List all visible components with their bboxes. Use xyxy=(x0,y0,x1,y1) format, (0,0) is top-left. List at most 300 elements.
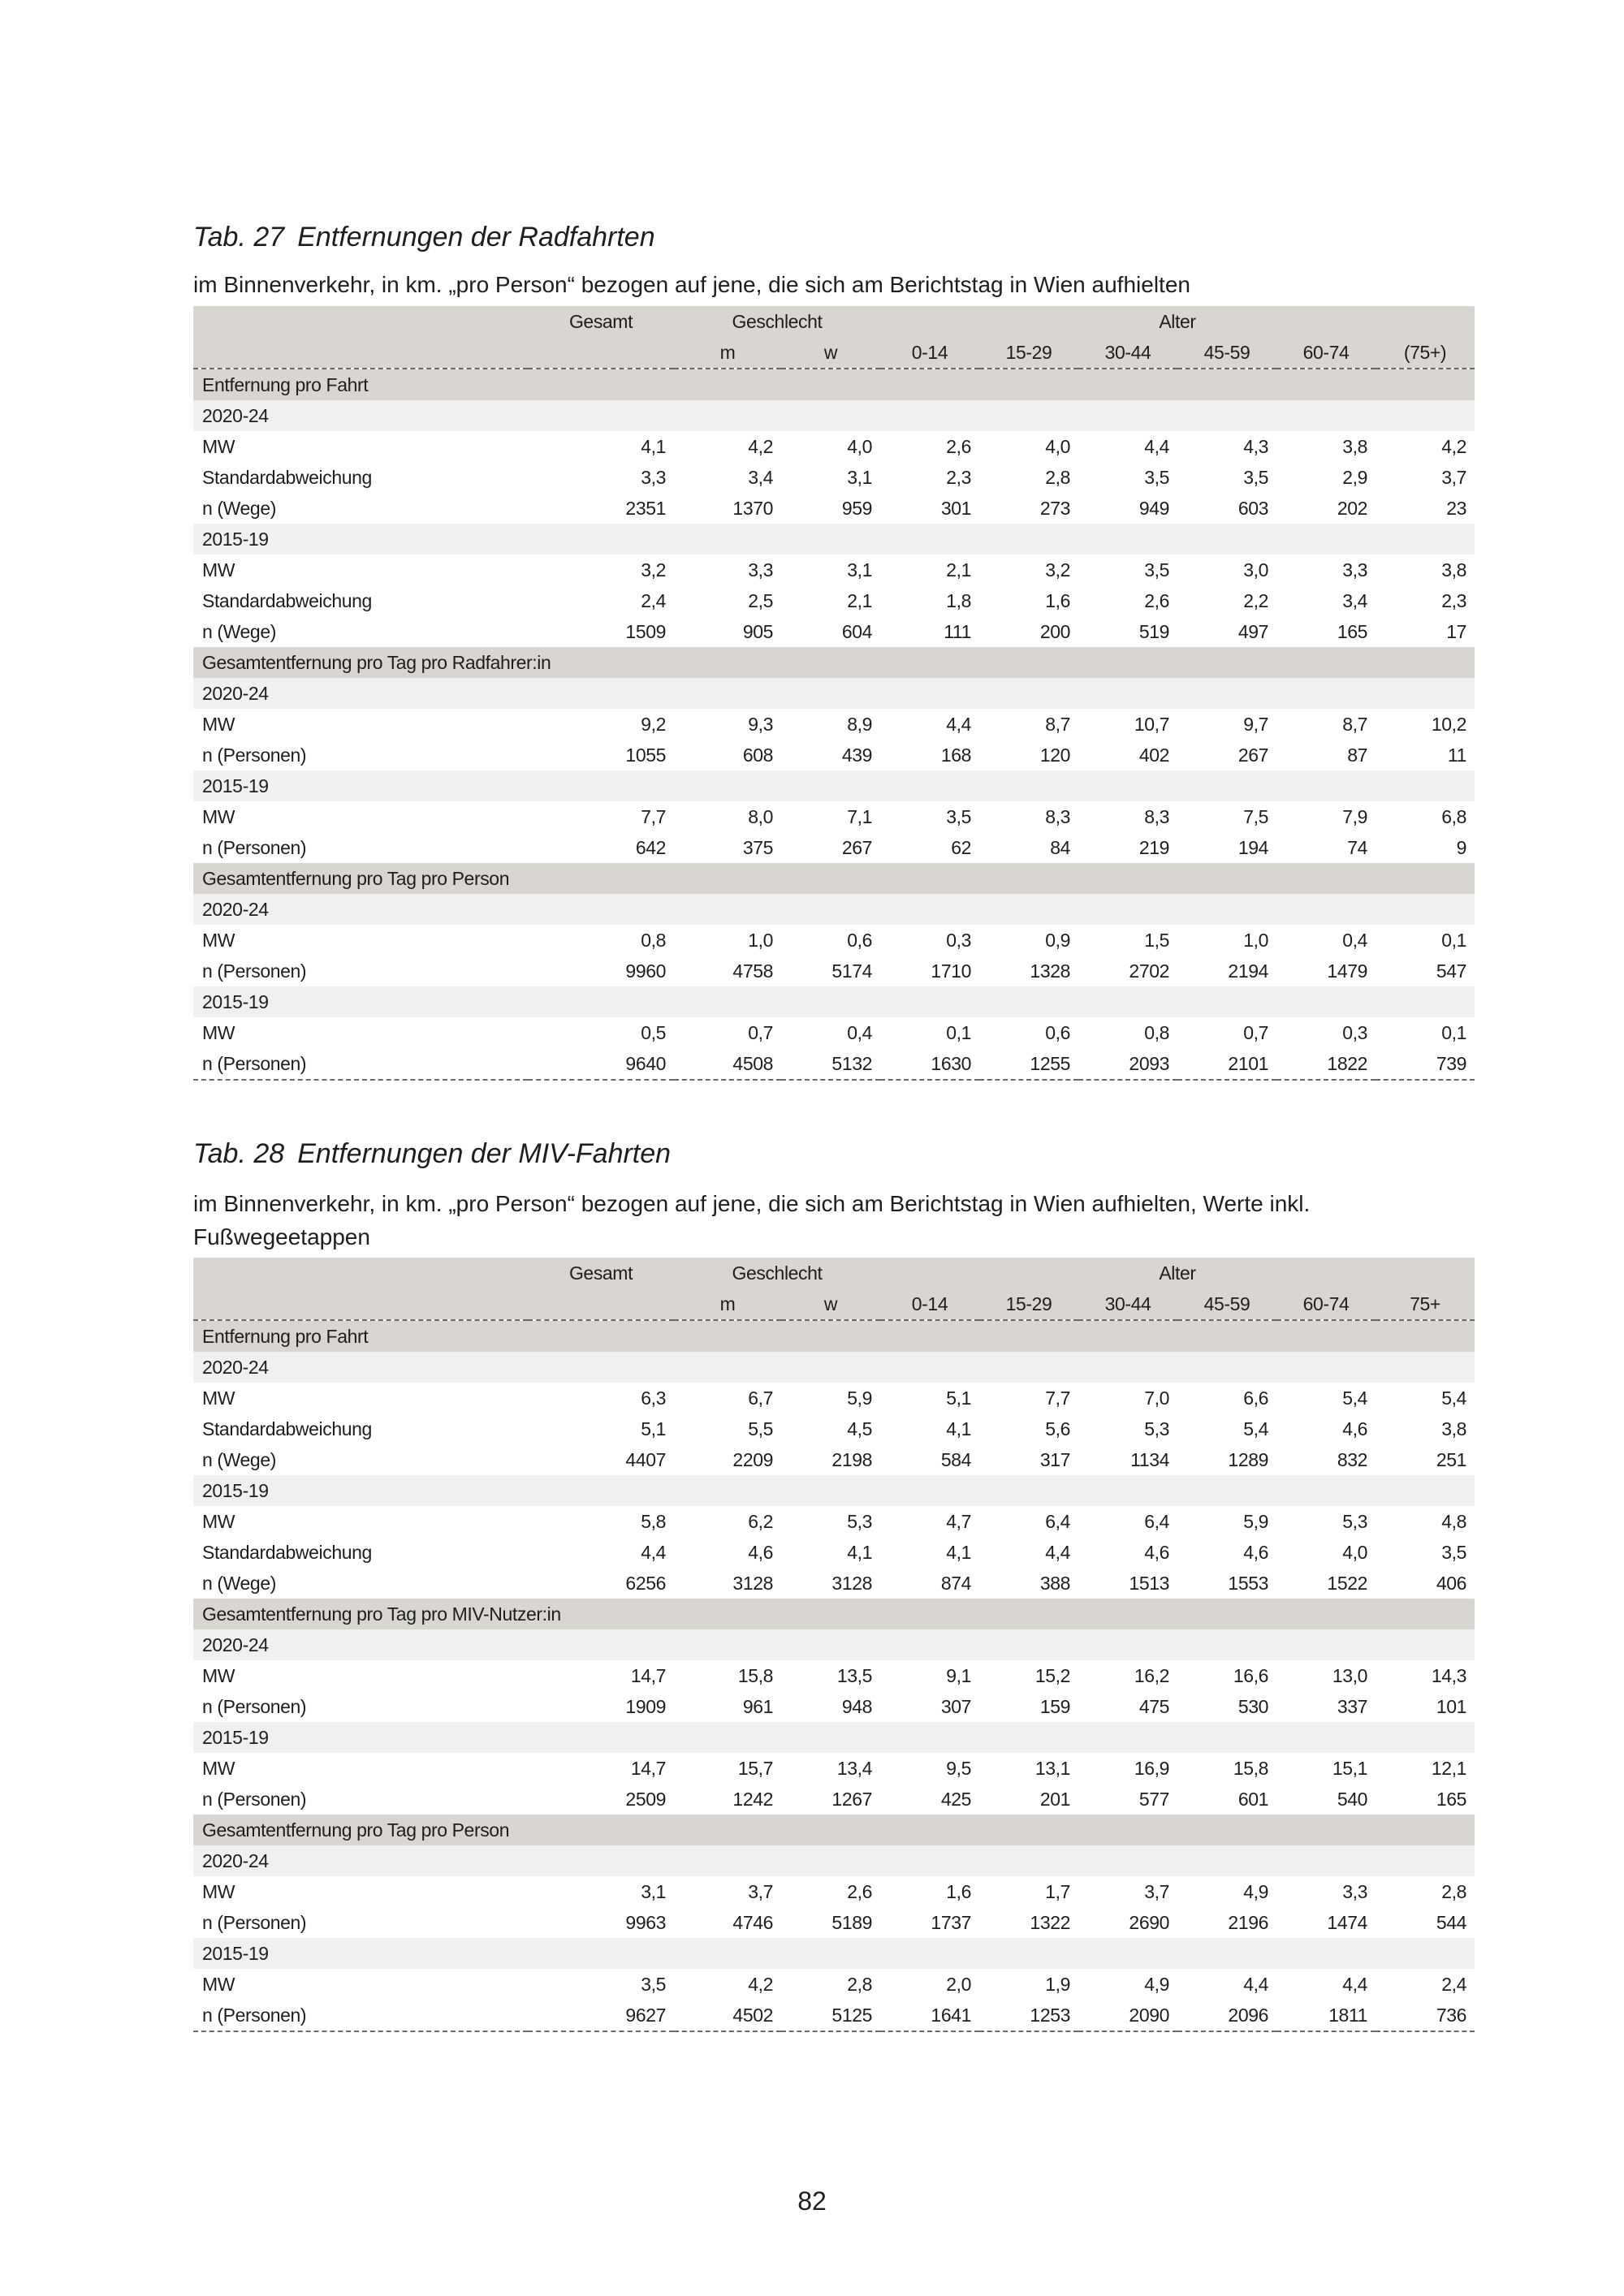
period-label: 2020-24 xyxy=(193,400,1475,431)
value-cell: 7,5 xyxy=(1243,806,1268,827)
value-cell: 2093 xyxy=(1078,1048,1177,1080)
table-caption: Entfernungen der MIV-Fahrten xyxy=(297,1138,672,1169)
value-cell: 4,6 xyxy=(1243,1542,1268,1563)
value-cell: 9 xyxy=(1456,837,1466,858)
value-cell: 9963 xyxy=(625,1912,666,1933)
value-cell: 3,7 xyxy=(1144,1881,1169,1902)
value-cell: 0,1 xyxy=(1441,930,1466,951)
row-label: MW xyxy=(202,1665,235,1686)
value-cell: 4,4 xyxy=(1144,436,1169,457)
column-header: w xyxy=(781,1288,880,1320)
value-cell: 949 xyxy=(1138,498,1169,519)
value-cell: 3,5 xyxy=(946,806,971,827)
table-caption: Entfernungen der Radfahrten xyxy=(297,222,655,252)
value-cell: 17 xyxy=(1446,621,1466,642)
value-cell: 2101 xyxy=(1177,1048,1276,1080)
value-cell: 14,7 xyxy=(630,1758,666,1779)
section-row xyxy=(193,1599,1475,1629)
value-cell: 1822 xyxy=(1276,1048,1376,1080)
value-cell: 1,6 xyxy=(946,1881,971,1902)
value-cell: 0,4 xyxy=(1342,930,1367,951)
value-cell: 165 xyxy=(1436,1789,1466,1810)
value-cell: 120 xyxy=(1039,744,1070,766)
value-cell: 4,2 xyxy=(748,436,773,457)
section-label: Gesamtentfernung pro Tag pro Radfahrer:in xyxy=(193,647,1475,678)
value-cell: 475 xyxy=(1138,1696,1169,1717)
row-label: n (Personen) xyxy=(202,960,307,982)
value-cell: 2,8 xyxy=(847,1974,872,1995)
table-row xyxy=(193,1568,1475,1599)
value-cell: 3,8 xyxy=(1441,1418,1466,1439)
table-row xyxy=(193,1017,1475,1048)
value-cell: 13,4 xyxy=(836,1758,872,1779)
row-label: MW xyxy=(202,1511,235,1532)
section-row xyxy=(193,1815,1475,1845)
value-cell: 577 xyxy=(1138,1789,1169,1810)
row-label: MW xyxy=(202,1758,235,1779)
column-header: 30-44 xyxy=(1078,1288,1177,1320)
value-cell: 1553 xyxy=(1228,1573,1268,1594)
value-cell: 425 xyxy=(940,1789,971,1810)
value-cell: 9,7 xyxy=(1243,714,1268,735)
table-row xyxy=(193,1048,1475,1080)
value-cell: 5,8 xyxy=(641,1511,666,1532)
header-alter: Alter xyxy=(880,306,1475,337)
value-cell: 4,0 xyxy=(1342,1542,1367,1563)
table-row xyxy=(193,709,1475,740)
section-label: Entfernung pro Fahrt xyxy=(193,1320,1475,1352)
value-cell: 3,5 xyxy=(1243,467,1268,488)
value-cell: 1255 xyxy=(979,1048,1078,1080)
period-label: 2020-24 xyxy=(193,1352,1475,1383)
table-row xyxy=(193,1537,1475,1568)
column-header: 0-14 xyxy=(880,1288,979,1320)
value-cell: 2351 xyxy=(625,498,666,519)
value-cell: 1,0 xyxy=(748,930,773,951)
value-cell: 1322 xyxy=(1030,1912,1070,1933)
value-cell: 4,2 xyxy=(748,1974,773,1995)
period-label: 2015-19 xyxy=(193,1722,1475,1753)
value-cell: 307 xyxy=(940,1696,971,1717)
value-cell: 6,4 xyxy=(1144,1511,1169,1532)
value-cell: 5,6 xyxy=(1045,1418,1070,1439)
value-cell: 14,7 xyxy=(630,1665,666,1686)
period-label: 2020-24 xyxy=(193,678,1475,709)
value-cell: 5174 xyxy=(831,960,872,982)
value-cell: 1641 xyxy=(880,2000,979,2031)
column-header: 45-59 xyxy=(1177,337,1276,369)
section-row xyxy=(193,647,1475,678)
value-cell: 2196 xyxy=(1228,1912,1268,1933)
value-cell: 406 xyxy=(1436,1573,1466,1594)
value-cell: 4,0 xyxy=(847,436,872,457)
header-empty-cell xyxy=(528,337,674,369)
table-row xyxy=(193,801,1475,832)
value-cell: 5,3 xyxy=(1144,1418,1169,1439)
value-cell: 2,6 xyxy=(1144,590,1169,611)
value-cell: 219 xyxy=(1138,837,1169,858)
table-number: Tab. 27 xyxy=(193,222,285,252)
value-cell: 16,2 xyxy=(1134,1665,1169,1686)
section-row xyxy=(193,1320,1475,1352)
row-label: n (Personen) xyxy=(202,1696,307,1717)
value-cell: 544 xyxy=(1436,1912,1466,1933)
value-cell: 1522 xyxy=(1327,1573,1367,1594)
value-cell: 6,4 xyxy=(1045,1511,1070,1532)
table-row xyxy=(193,1907,1475,1938)
value-cell: 4,6 xyxy=(748,1542,773,1563)
row-label: Standardabweichung xyxy=(202,1418,372,1439)
value-cell: 5,4 xyxy=(1342,1388,1367,1409)
value-cell: 4,4 xyxy=(1045,1542,1070,1563)
value-cell: 3,5 xyxy=(1144,467,1169,488)
value-cell: 1710 xyxy=(931,960,971,982)
period-row xyxy=(193,894,1475,925)
row-label: MW xyxy=(202,1974,235,1995)
period-label: 2020-24 xyxy=(193,1845,1475,1876)
table-row xyxy=(193,925,1475,956)
table-28-subtitle xyxy=(193,1187,1310,1254)
table-row xyxy=(193,1383,1475,1413)
value-cell: 2,8 xyxy=(1045,467,1070,488)
value-cell: 736 xyxy=(1376,2000,1475,2031)
value-cell: 948 xyxy=(841,1696,872,1717)
column-header: 60-74 xyxy=(1276,1288,1376,1320)
value-cell: 3,3 xyxy=(748,559,773,580)
value-cell: 3,7 xyxy=(748,1881,773,1902)
period-row xyxy=(193,1938,1475,1969)
value-cell: 8,0 xyxy=(748,806,773,827)
value-cell: 4,1 xyxy=(847,1542,872,1563)
value-cell: 3,5 xyxy=(1441,1542,1466,1563)
value-cell: 3,1 xyxy=(847,559,872,580)
value-cell: 0,3 xyxy=(1342,1022,1367,1043)
value-cell: 0,4 xyxy=(847,1022,872,1043)
value-cell: 4,4 xyxy=(1342,1974,1367,1995)
value-cell: 1055 xyxy=(625,744,666,766)
row-label: n (Wege) xyxy=(202,1449,276,1470)
period-row xyxy=(193,1475,1475,1506)
value-cell: 9,3 xyxy=(748,714,773,735)
value-cell: 7,7 xyxy=(641,806,666,827)
value-cell: 9,5 xyxy=(946,1758,971,1779)
value-cell: 3,5 xyxy=(1144,559,1169,580)
value-cell: 4508 xyxy=(674,1048,781,1080)
row-label: Standardabweichung xyxy=(202,467,372,488)
value-cell: 1,0 xyxy=(1243,930,1268,951)
value-cell: 5,1 xyxy=(946,1388,971,1409)
row-label: MW xyxy=(202,930,235,951)
value-cell: 10,2 xyxy=(1431,714,1466,735)
column-header: 30-44 xyxy=(1078,337,1177,369)
value-cell: 0,7 xyxy=(1243,1022,1268,1043)
value-cell: 608 xyxy=(742,744,773,766)
column-header: w xyxy=(781,337,880,369)
value-cell: 5132 xyxy=(781,1048,880,1080)
table-row xyxy=(193,2000,1475,2031)
table-row xyxy=(193,493,1475,524)
value-cell: 62 xyxy=(951,837,971,858)
table-27 xyxy=(193,306,1475,1081)
value-cell: 5,5 xyxy=(748,1418,773,1439)
value-cell: 2,6 xyxy=(847,1881,872,1902)
value-cell: 16,6 xyxy=(1233,1665,1268,1686)
table-row xyxy=(193,1506,1475,1537)
column-header: 15-29 xyxy=(979,337,1078,369)
value-cell: 8,9 xyxy=(847,714,872,735)
value-cell: 1,6 xyxy=(1045,590,1070,611)
value-cell: 439 xyxy=(841,744,872,766)
value-cell: 0,8 xyxy=(1144,1022,1169,1043)
value-cell: 2509 xyxy=(625,1789,666,1810)
header-alter: Alter xyxy=(880,1258,1475,1288)
table-28 xyxy=(193,1258,1475,2032)
value-cell: 3,3 xyxy=(641,467,666,488)
row-label: MW xyxy=(202,559,235,580)
period-row xyxy=(193,770,1475,801)
row-label: n (Personen) xyxy=(202,837,307,858)
table-row xyxy=(193,740,1475,770)
value-cell: 4,0 xyxy=(1045,436,1070,457)
value-cell: 4,4 xyxy=(1243,1974,1268,1995)
table-row xyxy=(193,1784,1475,1815)
value-cell: 4,3 xyxy=(1243,436,1268,457)
table-header xyxy=(193,1258,1475,1320)
column-header: 60-74 xyxy=(1276,337,1376,369)
value-cell: 547 xyxy=(1436,960,1466,982)
row-label: MW xyxy=(202,714,235,735)
value-cell: 7,9 xyxy=(1342,806,1367,827)
value-cell: 2,6 xyxy=(946,436,971,457)
value-cell: 3128 xyxy=(831,1573,872,1594)
value-cell: 165 xyxy=(1337,621,1367,642)
row-label: MW xyxy=(202,1881,235,1902)
value-cell: 4,7 xyxy=(946,1511,971,1532)
value-cell: 9640 xyxy=(528,1048,674,1080)
value-cell: 2096 xyxy=(1177,2000,1276,2031)
table-row xyxy=(193,1969,1475,2000)
value-cell: 874 xyxy=(940,1573,971,1594)
value-cell: 2198 xyxy=(831,1449,872,1470)
value-cell: 6,7 xyxy=(748,1388,773,1409)
header-empty-cell xyxy=(193,1288,528,1320)
value-cell: 15,2 xyxy=(1034,1665,1070,1686)
value-cell: 1,8 xyxy=(946,590,971,611)
value-cell: 111 xyxy=(944,621,971,642)
table-row xyxy=(193,462,1475,493)
value-cell: 9,2 xyxy=(641,714,666,735)
value-cell: 317 xyxy=(1039,1449,1070,1470)
value-cell: 4,5 xyxy=(847,1418,872,1439)
column-header: (75+) xyxy=(1376,337,1475,369)
value-cell: 6,3 xyxy=(641,1388,666,1409)
period-label: 2015-19 xyxy=(193,1475,1475,1506)
header-empty-cell xyxy=(193,306,528,337)
header-gesamt: Gesamt xyxy=(528,1258,674,1288)
value-cell: 4,1 xyxy=(641,436,666,457)
period-row xyxy=(193,678,1475,709)
value-cell: 1,5 xyxy=(1144,930,1169,951)
value-cell: 8,3 xyxy=(1045,806,1070,827)
column-header: 0-14 xyxy=(880,337,979,369)
row-label: n (Personen) xyxy=(202,1789,307,1810)
value-cell: 1253 xyxy=(979,2000,1078,2031)
value-cell: 267 xyxy=(1237,744,1268,766)
header-empty-cell xyxy=(193,337,528,369)
value-cell: 402 xyxy=(1138,744,1169,766)
value-cell: 4502 xyxy=(674,2000,781,2031)
section-label: Gesamtentfernung pro Tag pro MIV-Nutzer:in xyxy=(193,1599,1475,1629)
period-label: 2015-19 xyxy=(193,986,1475,1017)
table-row xyxy=(193,555,1475,585)
value-cell: 3,2 xyxy=(641,559,666,580)
table-row xyxy=(193,832,1475,863)
header-geschlecht: Geschlecht xyxy=(674,1258,880,1288)
value-cell: 9627 xyxy=(528,2000,674,2031)
value-cell: 13,0 xyxy=(1332,1665,1367,1686)
value-cell: 2,8 xyxy=(1441,1881,1466,1902)
value-cell: 4,4 xyxy=(946,714,971,735)
value-cell: 14,3 xyxy=(1431,1665,1466,1686)
value-cell: 10,7 xyxy=(1134,714,1169,735)
value-cell: 15,8 xyxy=(737,1665,773,1686)
page-number: 82 xyxy=(797,2186,827,2216)
header-row xyxy=(193,1288,1475,1320)
value-cell: 0,6 xyxy=(847,930,872,951)
period-label: 2015-19 xyxy=(193,524,1475,555)
value-cell: 7,0 xyxy=(1144,1388,1169,1409)
value-cell: 5,3 xyxy=(847,1511,872,1532)
table-header xyxy=(193,306,1475,369)
subtitle-line: Fußwegeetappen xyxy=(193,1224,370,1249)
value-cell: 0,3 xyxy=(946,930,971,951)
value-cell: 4,9 xyxy=(1144,1974,1169,1995)
row-label: Standardabweichung xyxy=(202,1542,372,1563)
column-header: 75+ xyxy=(1376,1288,1475,1320)
value-cell: 3,0 xyxy=(1243,559,1268,580)
value-cell: 2,3 xyxy=(1441,590,1466,611)
header-row xyxy=(193,306,1475,337)
table-row xyxy=(193,616,1475,647)
row-label: n (Wege) xyxy=(202,498,276,519)
table-row xyxy=(193,956,1475,986)
value-cell: 0,9 xyxy=(1045,930,1070,951)
value-cell: 5189 xyxy=(831,1912,872,1933)
value-cell: 267 xyxy=(841,837,872,858)
section-row xyxy=(193,863,1475,894)
value-cell: 3,7 xyxy=(1441,467,1466,488)
value-cell: 4,4 xyxy=(641,1542,666,1563)
period-label: 2015-19 xyxy=(193,1938,1475,1969)
value-cell: 739 xyxy=(1376,1048,1475,1080)
value-cell: 201 xyxy=(1039,1789,1070,1810)
value-cell: 7,1 xyxy=(847,806,872,827)
value-cell: 3,8 xyxy=(1342,436,1367,457)
value-cell: 301 xyxy=(940,498,971,519)
row-label: Standardabweichung xyxy=(202,590,372,611)
value-cell: 5,9 xyxy=(847,1388,872,1409)
value-cell: 202 xyxy=(1337,498,1367,519)
period-row xyxy=(193,1722,1475,1753)
value-cell: 337 xyxy=(1337,1696,1367,1717)
value-cell: 1479 xyxy=(1327,960,1367,982)
value-cell: 7,7 xyxy=(1045,1388,1070,1409)
value-cell: 2,1 xyxy=(847,590,872,611)
table-body xyxy=(193,369,1475,1080)
value-cell: 12,1 xyxy=(1431,1758,1466,1779)
row-label: MW xyxy=(202,1022,235,1043)
period-row xyxy=(193,1845,1475,1876)
section-label: Gesamtentfernung pro Tag pro Person xyxy=(193,863,1475,894)
value-cell: 4,2 xyxy=(1441,436,1466,457)
value-cell: 5,9 xyxy=(1243,1511,1268,1532)
row-label: n (Personen) xyxy=(193,1048,528,1080)
value-cell: 251 xyxy=(1436,1449,1466,1470)
value-cell: 4,6 xyxy=(1342,1418,1367,1439)
section-row xyxy=(193,369,1475,400)
column-header: m xyxy=(674,1288,781,1320)
value-cell: 0,8 xyxy=(641,930,666,951)
value-cell: 1,9 xyxy=(1045,1974,1070,1995)
value-cell: 2194 xyxy=(1228,960,1268,982)
header-geschlecht: Geschlecht xyxy=(674,306,880,337)
value-cell: 0,1 xyxy=(946,1022,971,1043)
value-cell: 15,1 xyxy=(1332,1758,1367,1779)
period-label: 2015-19 xyxy=(193,770,1475,801)
value-cell: 2702 xyxy=(1129,960,1169,982)
row-label: n (Wege) xyxy=(202,621,276,642)
table-row xyxy=(193,1413,1475,1444)
value-cell: 5,4 xyxy=(1243,1418,1268,1439)
table-body xyxy=(193,1320,1475,2031)
row-label: n (Personen) xyxy=(202,1912,307,1933)
value-cell: 4746 xyxy=(732,1912,773,1933)
value-cell: 6256 xyxy=(625,1573,666,1594)
header-empty-cell xyxy=(193,1258,528,1288)
value-cell: 519 xyxy=(1138,621,1169,642)
value-cell: 4407 xyxy=(625,1449,666,1470)
header-gesamt: Gesamt xyxy=(528,306,674,337)
value-cell: 168 xyxy=(940,744,971,766)
value-cell: 5125 xyxy=(781,2000,880,2031)
value-cell: 959 xyxy=(841,498,872,519)
value-cell: 74 xyxy=(1347,837,1367,858)
period-label: 2020-24 xyxy=(193,1629,1475,1660)
value-cell: 2,1 xyxy=(946,559,971,580)
value-cell: 1134 xyxy=(1130,1449,1169,1470)
period-row xyxy=(193,400,1475,431)
value-cell: 2,4 xyxy=(641,590,666,611)
value-cell: 832 xyxy=(1337,1449,1367,1470)
value-cell: 194 xyxy=(1237,837,1268,858)
value-cell: 5,4 xyxy=(1441,1388,1466,1409)
value-cell: 3,3 xyxy=(1342,1881,1367,1902)
value-cell: 87 xyxy=(1347,744,1367,766)
value-cell: 5,3 xyxy=(1342,1511,1367,1532)
value-cell: 3,4 xyxy=(1342,590,1367,611)
value-cell: 13,1 xyxy=(1034,1758,1070,1779)
value-cell: 13,5 xyxy=(836,1665,872,1686)
value-cell: 2,4 xyxy=(1441,1974,1466,1995)
table-number: Tab. 28 xyxy=(193,1138,285,1169)
column-header: m xyxy=(674,337,781,369)
column-header: 15-29 xyxy=(979,1288,1078,1320)
value-cell: 388 xyxy=(1039,1573,1070,1594)
row-label: MW xyxy=(202,436,235,457)
subtitle-line: im Binnenverkehr, in km. „pro Person“ bezogen auf jene, die sich am Berichtstag in Wien aufhielten xyxy=(193,272,1190,297)
value-cell: 584 xyxy=(940,1449,971,1470)
value-cell: 604 xyxy=(841,621,872,642)
